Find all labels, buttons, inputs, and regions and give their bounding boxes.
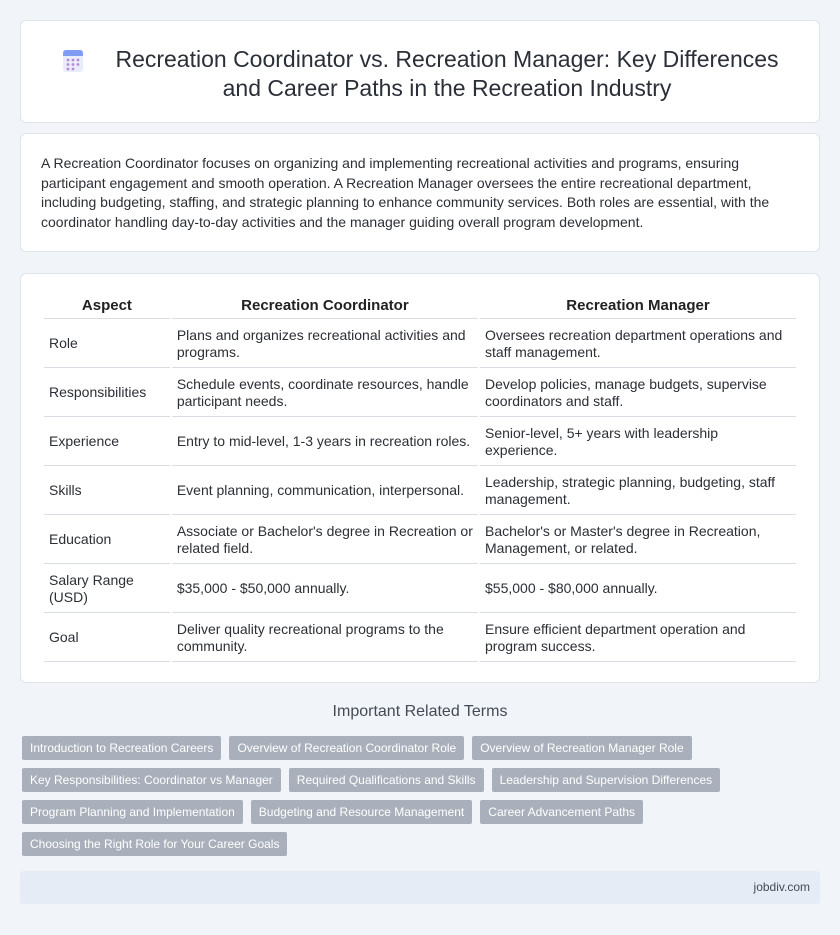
- header-manager: Recreation Manager: [480, 294, 796, 319]
- row-coordinator: Deliver quality recreational programs to the community.: [172, 615, 478, 662]
- row-coordinator: Entry to mid-level, 1-3 years in recreation roles.: [172, 419, 478, 466]
- document-icon: [61, 49, 85, 73]
- row-aspect: Role: [44, 321, 170, 368]
- header-card: [20, 20, 820, 123]
- related-tag[interactable]: Budgeting and Resource Management: [251, 800, 472, 824]
- comparison-card: [20, 273, 820, 683]
- page-title: Recreation Coordinator vs. Recreation Manager: Key Differences and Career Paths in the Recreation Industry: [115, 46, 779, 101]
- intro-paragraph: A Recreation Coordinator focuses on organizing and implementing recreational activities and programs, ensuring participant engagement and smooth operation. A Recreation Manager oversees the entire recreational department, including budgeting, staffing, and strategic planning to enhance community services. Both roles are essential, with the coordinator handling day-to-day activities and the manager guiding overall program development.: [41, 155, 770, 230]
- related-tag[interactable]: Career Advancement Paths: [480, 800, 643, 824]
- row-coordinator: Event planning, communication, interpersonal.: [172, 468, 478, 515]
- row-manager: Develop policies, manage budgets, supervise coordinators and staff.: [480, 370, 796, 417]
- row-coordinator: Schedule events, coordinate resources, handle participant needs.: [172, 370, 478, 417]
- footer: [20, 871, 820, 904]
- footer-site-link[interactable]: jobdiv.com: [753, 880, 810, 894]
- row-aspect: Experience: [44, 419, 170, 466]
- related-tag[interactable]: Leadership and Supervision Differences: [492, 768, 721, 792]
- table-row: [44, 566, 796, 613]
- row-aspect: Education: [44, 517, 170, 564]
- row-aspect: Skills: [44, 468, 170, 515]
- row-aspect: Goal: [44, 615, 170, 662]
- header: [61, 45, 799, 103]
- header-coordinator: Recreation Coordinator: [172, 294, 478, 319]
- row-manager: Senior-level, 5+ years with leadership experience.: [480, 419, 796, 466]
- related-tag[interactable]: Choosing the Right Role for Your Career Goals: [22, 832, 287, 856]
- intro-card: [20, 133, 820, 252]
- table-row: [44, 468, 796, 515]
- row-manager: Leadership, strategic planning, budgeting, staff management.: [480, 468, 796, 515]
- related-terms-title: Important Related Terms: [332, 703, 508, 720]
- row-manager: Ensure efficient department operation and program success.: [480, 615, 796, 662]
- related-tag[interactable]: Key Responsibilities: Coordinator vs Manager: [22, 768, 281, 792]
- table-row: [44, 517, 796, 564]
- row-coordinator: Associate or Bachelor's degree in Recreation or related field.: [172, 517, 478, 564]
- related-terms-tags: [22, 736, 802, 856]
- related-tag[interactable]: Overview of Recreation Coordinator Role: [229, 736, 464, 760]
- header-aspect: Aspect: [44, 294, 170, 319]
- table-row: [44, 321, 796, 368]
- table-row: [44, 615, 796, 662]
- table-header-row: [44, 294, 796, 319]
- comparison-table: [42, 292, 798, 664]
- row-manager: Bachelor's or Master's degree in Recreation, Management, or related.: [480, 517, 796, 564]
- related-tag[interactable]: Program Planning and Implementation: [22, 800, 243, 824]
- row-coordinator: Plans and organizes recreational activities and programs.: [172, 321, 478, 368]
- related-tag[interactable]: Required Qualifications and Skills: [289, 768, 484, 792]
- related-tag[interactable]: Introduction to Recreation Careers: [22, 736, 221, 760]
- table-row: [44, 419, 796, 466]
- row-manager: Oversees recreation department operations and staff management.: [480, 321, 796, 368]
- row-aspect: Responsibilities: [44, 370, 170, 417]
- related-tag[interactable]: Overview of Recreation Manager Role: [472, 736, 691, 760]
- table-row: [44, 370, 796, 417]
- row-coordinator: $35,000 - $50,000 annually.: [172, 566, 478, 613]
- row-manager: $55,000 - $80,000 annually.: [480, 566, 796, 613]
- row-aspect: Salary Range (USD): [44, 566, 170, 613]
